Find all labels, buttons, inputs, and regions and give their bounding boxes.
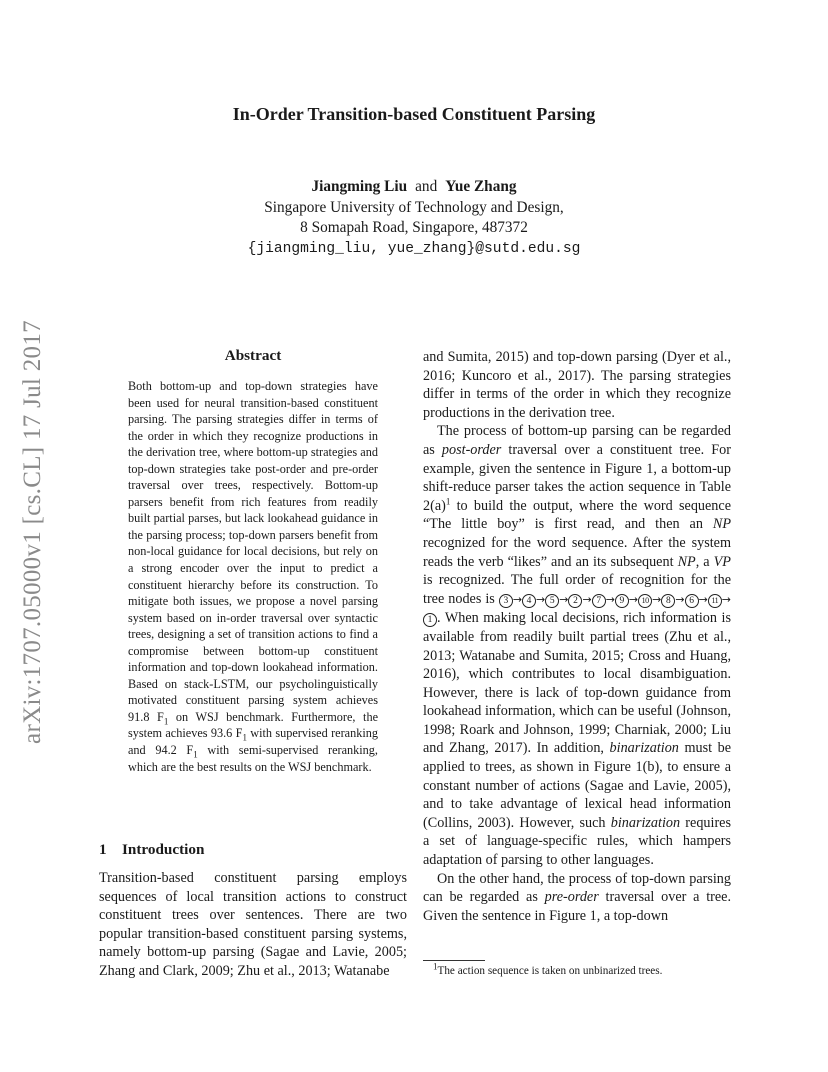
author-names: [0, 177, 828, 198]
author-block: [0, 177, 828, 259]
circled-node-number: 3: [499, 594, 513, 608]
circled-node-number: 1: [423, 613, 437, 627]
circled-node-number: 2: [568, 594, 582, 608]
section-number: 1: [99, 841, 107, 858]
author-name: Yue Zhang: [445, 178, 517, 195]
body-paragraph: The process of bottom-up parsing can be regarded as post-order traversal over a constituent tree. For example, given the sentence in Figure 1, a bottom-up shift-reduce parser takes the action sequence in Table $2(a)^1$ to build the output, where the word sequence “The little boy” is first read, and then an NP recognized for the word sequence. After the system reads the verb “likes” and an its subsequent NP, a VP is recognized. The full order of recognition for the tree nodes is 3 → 4 → 5 → 2 → 7 → 9 → 10 → 8 → 6 → 11 →1 . When making local decisions, rich information is available from readily built partial trees (Zhu et al., 2013; Watanabe and Sumita, 2015; Cross and Huang, 2016), which contributes to local disambiguation. However, there is lack of top-down guidance from lookahead information, which can be useful (Johnson, 1998; Roark and Johnson, 1999; Charniak, 2000; Liu and Zhang, 2017). In addition, binarization must be applied to trees, as shown in Figure 1(b), to ensure a constant number of actions (Sagae and Lavie, 2005), and to take advantage of lexical head information (Collins, 2003). However, such binarization requires a set of language-specific rules, which hampers adaptation of parsing to other languages.: [423, 423, 732, 869]
author-conjunction: and: [415, 178, 438, 195]
arrow-glyph: →: [721, 592, 732, 606]
abstract-heading: Abstract: [224, 347, 282, 364]
author-address: 8 Somapah Road, Singapore, 487372: [300, 219, 528, 236]
arrow-glyph: →: [559, 592, 569, 606]
circled-node-number: 10: [638, 594, 652, 608]
arxiv-identifier: arXiv:1707.05000v1 [cs.CL] 17 Jul 2017: [19, 320, 46, 744]
footnote-marker: 1: [445, 496, 451, 507]
arrow-glyph: →: [582, 592, 592, 606]
paper-title: In-Order Transition-based Constituent Parsing: [232, 104, 596, 124]
circled-node-number: 11: [708, 594, 722, 608]
author-affiliation: Singapore University of Technology and Design,: [264, 198, 564, 216]
body-paragraph: Transition-based constituent parsing employs sequences of local transition actions to construct constituent trees over sentences. There are two popular transition-based constituent parsing systems, namely bottom-up parsing (Sagae and Lavie, 2005; Zhang and Clark, 2009; Zhu et al., 2013; Watanabe: [99, 870, 407, 979]
footnote: [433, 961, 663, 978]
arrow-glyph: →: [675, 592, 685, 606]
arrow-glyph: →: [628, 592, 639, 606]
circled-node-number: 6: [685, 594, 699, 608]
body-paragraph: On the other hand, the process of top-down parsing can be regarded as pre-order traversal over a tree. Given the sentence in Figure 1, a top-down: [423, 870, 731, 924]
circled-node-number: 4: [522, 594, 536, 608]
author-name: Jiangming Liu: [311, 178, 408, 195]
circled-node-number: 5: [545, 594, 559, 608]
arrow-glyph: →: [605, 592, 615, 606]
body-paragraph: and Sumita, 2015) and top-down parsing (Dyer et al., 2016; Kuncoro et al., 2017). The parsing strategies differ in terms of the order in which they recognize productions in the derivation tree.: [423, 349, 731, 421]
footnote-number: 1: [433, 961, 438, 972]
arrow-glyph: →: [652, 592, 662, 606]
arrow-glyph: →: [512, 592, 523, 606]
circled-node-number: 9: [615, 594, 629, 608]
right-column: [423, 348, 731, 925]
arrow-glyph: →: [698, 592, 708, 606]
footnote-text: The action sequence is taken on unbinarized trees.: [437, 965, 663, 977]
section-heading: [99, 841, 204, 859]
introduction-body: [99, 869, 407, 981]
arrow-glyph: →: [536, 592, 546, 606]
circled-node-number: 7: [592, 594, 606, 608]
section-title: Introduction: [122, 841, 205, 858]
author-email: {jiangming_liu, yue_zhang}@sutd.edu.sg: [247, 240, 581, 257]
abstract-body: [128, 378, 378, 775]
abstract-paragraph: Both bottom-up and top-down strategies have been used for neural transition-based constituent parsing. The parsing strategies differ in terms of the order in which they recognize productions in the derivation tree, where bottom-up strategies and top-down strategies take post-order and pre-order traversal over trees, respectively. Bottom-up parsers benefit from rich features from readily built partial parses, but lack lookahead guidance in the parsing process; top-down parsers benefit from non-local guidance for local decisions, but rely on a strong encoder over the input to predict a constituent hierarchy before its construction. To mitigate both issues, we propose a novel parsing system based on in-order traversal over syntactic trees, designing a set of transition actions to find a compromise between bottom-up constituent information and top-down lookahead information. Based on stack-LSTM, our psycholinguistically motivated constituent parsing system achieves 91.8 $F_1$ on WSJ benchmark. Furthermore, the system achieves 93.6 $F_1$ with supervised reranking and 94.2 $F_1$ with semi-supervised reranking, which are the best results on the WSJ benchmark.: [128, 379, 379, 774]
circled-node-number: 8: [661, 594, 675, 608]
